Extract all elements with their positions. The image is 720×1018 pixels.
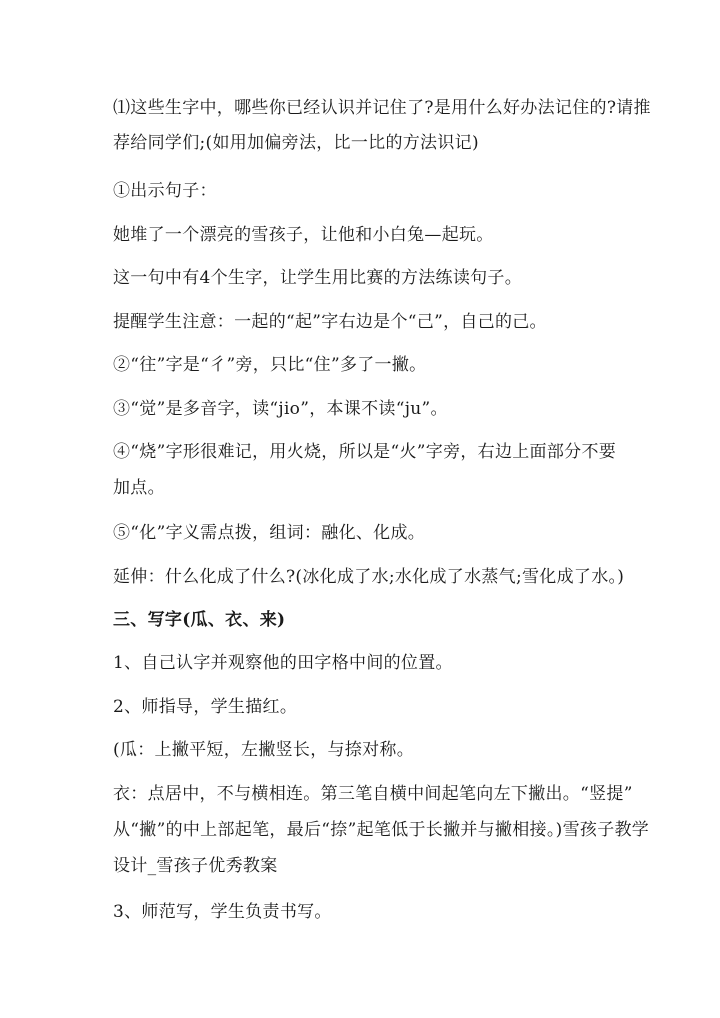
paragraph-line: 2、师指导，学生描红。 xyxy=(113,697,298,717)
paragraph-line: (瓜：上撇平短，左撇竖长，与捺对称。 xyxy=(113,740,415,760)
paragraph-line: 设计_雪孩子优秀教案 xyxy=(113,856,278,876)
paragraph-line: 荐给同学们;(如用加偏旁法，比一比的方法识记) xyxy=(113,133,479,153)
paragraph-line: 3、师范写，学生负责书写。 xyxy=(113,902,332,922)
paragraph-line: ③“觉”是多音字，读“jio”，本课不读“ju”。 xyxy=(113,399,448,419)
paragraph-line: 从“撇”的中上部起笔，最后“捺”起笔低于长撇并与撇相接。)雪孩子教学 xyxy=(113,820,650,840)
paragraph-line: ④“烧”字形很难记，用火烧，所以是“火”字旁，右边上面部分不要 xyxy=(113,442,617,462)
paragraph-line: 她堆了一个漂亮的雪孩子，让他和小白兔—起玩。 xyxy=(113,225,494,245)
paragraph-line: 提醒学生注意：一起的“起”字右边是个“己”，自己的己。 xyxy=(113,312,547,332)
paragraph-line: 衣：点居中，不与横相连。第三笔自横中间起笔向左下撇出。“竖提” xyxy=(113,784,633,804)
section-heading: 三、写字(瓜、衣、来) xyxy=(113,610,286,630)
paragraph-line: ⑤“化”字义需点拨，组词：融化、化成。 xyxy=(113,523,426,543)
paragraph-line: ②“往”字是“彳”旁，只比“住”多了一撇。 xyxy=(113,355,427,375)
paragraph-line: 延伸：什么化成了什么?(冰化成了水;水化成了水蒸气;雪化成了水。) xyxy=(113,567,625,587)
paragraph-line: 1、自己认字并观察他的田字格中间的位置。 xyxy=(113,653,453,673)
paragraph-line: ①出示句子： xyxy=(113,181,217,201)
paragraph-line: 这一句中有4个生字，让学生用比赛的方法练读句子。 xyxy=(113,268,523,288)
paragraph-line: 加点。 xyxy=(113,478,165,498)
paragraph-line: ⑴这些生字中，哪些你已经认识并记住了?是用什么好办法记住的?请推 xyxy=(113,98,651,118)
